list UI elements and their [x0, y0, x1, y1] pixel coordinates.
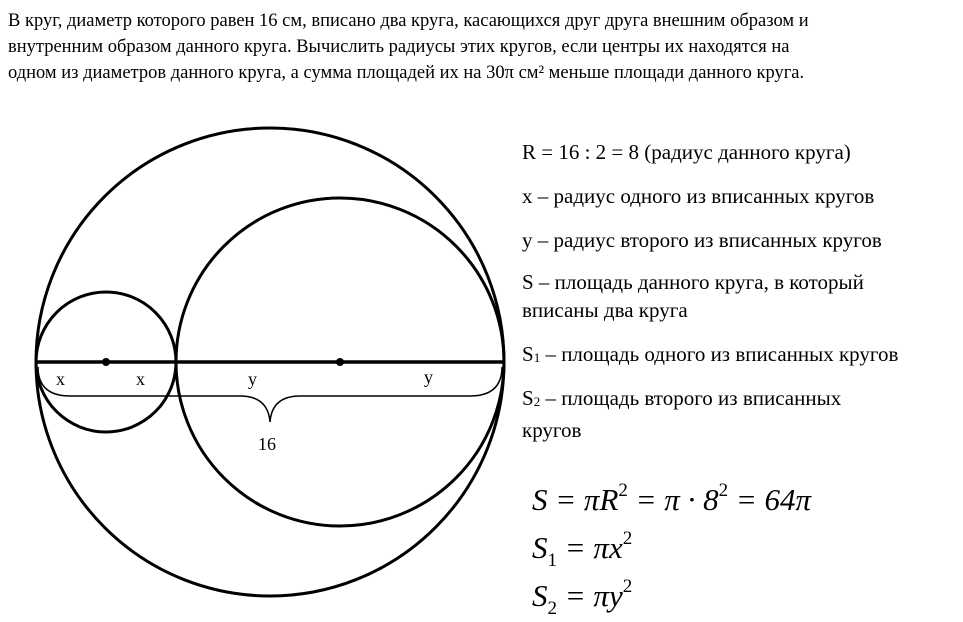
formula-area-s1: $S_1 = \pi x^2$	[532, 528, 633, 571]
label-x-right: x	[136, 369, 145, 389]
note-s-definition: S – площадь данного круга, в который вписаны два круга	[522, 270, 864, 322]
label-y-right: y	[424, 367, 433, 387]
label-diameter: 16	[258, 434, 276, 454]
note-y-definition: y – радиус второго из вписанных кругов	[522, 228, 882, 252]
large-center-point	[336, 358, 344, 366]
note-s2-definition: $S_2$ – площадь второго из вписанных кругов	[522, 386, 842, 442]
small-center-point	[102, 358, 110, 366]
problem-line-2: внутренним образом данного круга. Вычислить радиусы этих кругов, если центры их находятся на	[8, 37, 790, 57]
problem-line-1: В круг, диаметр которого равен 16 см, вписано два круга, касающихся друг друга внешним образом и	[8, 11, 809, 31]
label-y-left: y	[248, 369, 257, 389]
note-x-definition: x – радиус одного из вписанных кругов	[522, 184, 875, 208]
label-x-left: x	[56, 369, 65, 389]
problem-line-3: одном из диаметров данного круга, а сумма площадей их на 30π см² меньше площади данного круга.	[8, 63, 805, 83]
note-s1-definition: $S_1$ – площадь одного из вписанных кругов	[522, 342, 899, 366]
note-radius: R = 16 : 2 = 8 (радиус данного круга)	[522, 140, 851, 164]
formula-area-s2: $S_2 = \pi y^2$	[532, 576, 633, 619]
formula-area-given: $S = \pi R^2 = \pi \cdot 8^2 = 64\pi$	[532, 480, 812, 517]
